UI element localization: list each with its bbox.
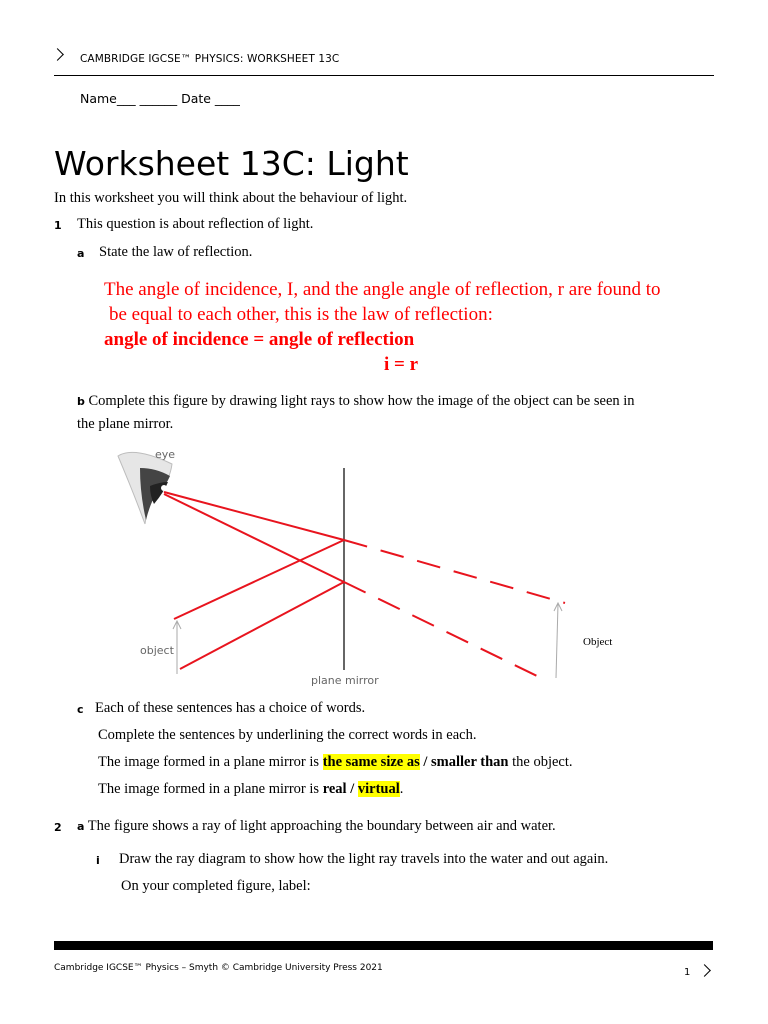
name-date-line: Name___ ______ Date ____ bbox=[80, 91, 240, 106]
sentence-1-suffix: the object. bbox=[508, 754, 573, 770]
sentence-1-prefix: The image formed in a plane mirror is bbox=[98, 754, 323, 770]
question-2a-line bbox=[77, 818, 556, 835]
footer-copyright: Cambridge IGCSE™ Physics – Smyth © Cambridge University Press 2021 bbox=[54, 963, 383, 973]
header-divider bbox=[54, 75, 714, 76]
object-arrow-icon bbox=[173, 621, 181, 674]
answer-1a-line1: The angle of incidence, I, and the angle angle of reflection, r are found to bbox=[104, 279, 661, 300]
mirror-label: plane mirror bbox=[311, 674, 379, 687]
question-1b-line1 bbox=[77, 393, 635, 410]
reflected-ray-top bbox=[164, 492, 344, 540]
incident-ray-bottom bbox=[180, 582, 344, 669]
incident-ray-top bbox=[174, 540, 344, 619]
answer-1a-line2: be equal to each other, this is the law of reflection: bbox=[109, 304, 493, 325]
sentence-2-option-virtual[interactable]: virtual bbox=[357, 781, 400, 797]
sentence-2-option-real[interactable]: real bbox=[322, 781, 347, 797]
question-1-text: This question is about reflection of light. bbox=[77, 216, 314, 232]
virtual-ray-bottom bbox=[344, 582, 537, 676]
intro-text: In this worksheet you will think about the behaviour of light. bbox=[54, 190, 408, 206]
question-1c-text: Each of these sentences has a choice of words. bbox=[95, 700, 366, 716]
footer-bar bbox=[54, 941, 713, 950]
question-2-number: 2 bbox=[54, 821, 62, 834]
sentence-2-suffix: . bbox=[399, 781, 404, 797]
page-number: 1 bbox=[684, 967, 691, 978]
question-1a-label: a bbox=[77, 247, 85, 260]
question-1a-text: State the law of reflection. bbox=[99, 244, 253, 260]
question-2ai-label: i bbox=[96, 854, 100, 867]
sentence-2-separator: / bbox=[346, 781, 358, 797]
header-chevron-icon bbox=[51, 48, 64, 61]
answer-1a-equation: i = r bbox=[384, 354, 419, 375]
sentence-2 bbox=[98, 781, 403, 798]
image-label: Object bbox=[583, 636, 613, 648]
page-title: Worksheet 13C: Light bbox=[54, 144, 409, 183]
question-1c-instruction: Complete the sentences by underlining the correct words in each. bbox=[98, 727, 477, 743]
sentence-1-option-same-size[interactable]: the same size as bbox=[322, 754, 420, 770]
sentence-1-separator: / bbox=[419, 754, 432, 770]
footer-chevron-icon bbox=[698, 964, 711, 977]
image-arrow-icon bbox=[554, 603, 562, 678]
question-1-number: 1 bbox=[54, 219, 62, 232]
object-label: object bbox=[140, 644, 174, 657]
eye-label: eye bbox=[155, 448, 176, 461]
question-1c-label: c bbox=[77, 703, 84, 716]
question-1b-label: b bbox=[77, 395, 85, 408]
virtual-ray-top bbox=[344, 540, 565, 603]
sentence-1-option-smaller[interactable]: smaller than bbox=[431, 754, 509, 770]
answer-1a-law: angle of incidence = angle of reflection bbox=[104, 329, 415, 350]
question-2ai-text2: On your completed figure, label: bbox=[121, 878, 311, 894]
question-2a-label: a bbox=[77, 820, 85, 833]
question-1b-line2: the plane mirror. bbox=[77, 416, 174, 432]
sentence-2-prefix: The image formed in a plane mirror is bbox=[98, 781, 323, 797]
header-title: CAMBRIDGE IGCSE™ PHYSICS: WORKSHEET 13C bbox=[80, 53, 340, 65]
reflection-figure bbox=[100, 444, 660, 694]
question-2a-text: The figure shows a ray of light approaching the boundary between air and water. bbox=[84, 818, 556, 834]
question-1b-text: Complete this figure by drawing light rays to show how the image of the object can be seen in bbox=[84, 393, 635, 409]
question-2ai-text: Draw the ray diagram to show how the light ray travels into the water and out again. bbox=[119, 851, 609, 867]
eye-icon bbox=[118, 452, 172, 524]
reflected-ray-bottom bbox=[164, 494, 344, 582]
sentence-1 bbox=[98, 754, 573, 771]
